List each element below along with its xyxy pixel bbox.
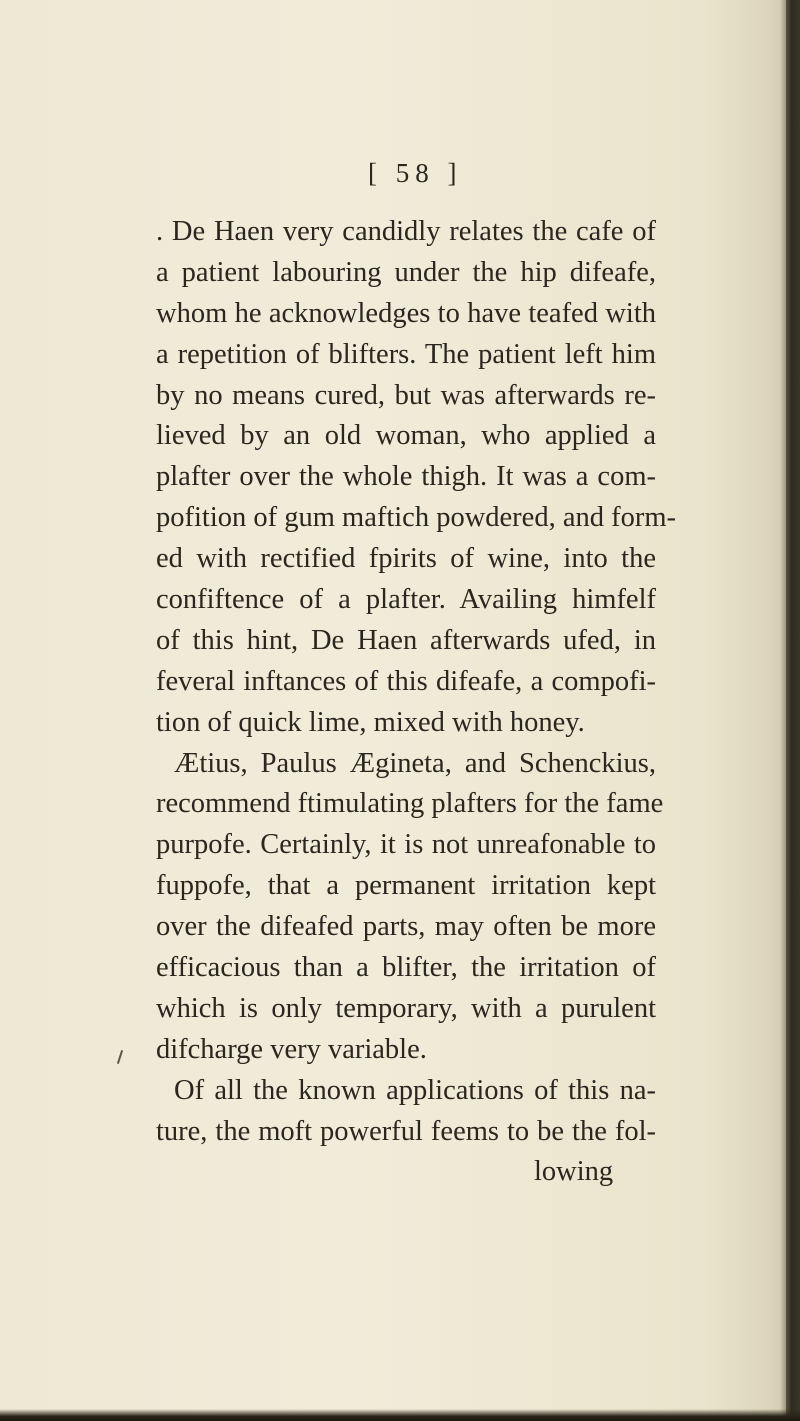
text-line: efficacious than a blifter, the irritation of <box>156 952 656 984</box>
page-body-text <box>156 212 676 1193</box>
text-line: Ætius, Paulus Ægineta, and Schenckius, <box>174 747 656 779</box>
text-line: confiftence of a plafter. Availing himfelf <box>156 584 656 616</box>
text-line: lieved by an old woman, who applied a <box>156 420 656 452</box>
text-line: over the difeafed parts, may often be more <box>156 911 656 943</box>
text-line: fuppofe, that a permanent irritation kept <box>156 870 656 902</box>
book-binding-edge <box>786 0 800 1421</box>
page-number: [ 58 ] <box>368 158 463 188</box>
text-line: which is only temporary, with a purulent <box>156 992 656 1024</box>
text-line: plafter over the whole thigh. It was a com- <box>156 461 656 493</box>
text-line: of this hint, De Haen afterwards ufed, in <box>156 624 656 656</box>
text-line: recommend ftimulating plafters for the fame <box>156 788 664 820</box>
text-line: ture, the moft powerful feems to be the fol- <box>156 1115 656 1147</box>
catchword: lowing <box>534 1156 614 1188</box>
text-line: . De Haen very candidly relates the cafe of <box>156 216 656 247</box>
text-line: difcharge very variable. <box>156 1033 427 1065</box>
text-line: a patient labouring under the hip difeafe, <box>156 256 656 288</box>
text-line: pofition of gum maftich powdered, and form- <box>156 502 676 534</box>
margin-mark <box>117 1050 123 1064</box>
text-line: Of all the known applications of this na- <box>174 1074 656 1106</box>
text-line: feveral inftances of this difeafe, a compofi- <box>156 665 656 697</box>
text-line: a repetition of blifters. The patient left him <box>156 338 656 370</box>
page-bottom-edge <box>0 1409 800 1421</box>
text-line: purpofe. Certainly, it is not unreafonable to <box>156 829 656 861</box>
text-line: whom he acknowledges to have teafed with <box>156 297 656 329</box>
text-line: ed with rectified fpirits of wine, into the <box>156 543 656 575</box>
text-line: by no means cured, but was afterwards re- <box>156 379 656 411</box>
text-line: tion of quick lime, mixed with honey. <box>156 706 585 738</box>
